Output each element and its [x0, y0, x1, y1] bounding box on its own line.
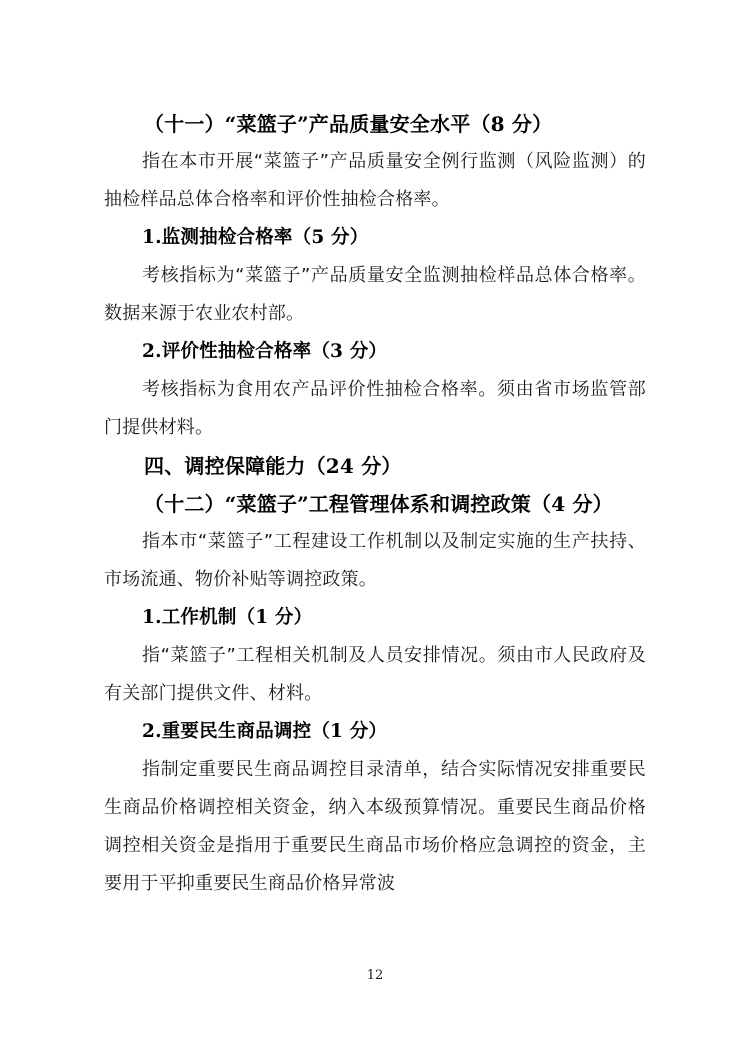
- section-subheading: 1.监测抽检合格率（5 分）: [142, 227, 369, 248]
- document-body: [104, 105, 646, 903]
- body-paragraph: 考核指标为“菜篮子”产品质量安全监测抽检样品总体合格率。数据来源于农业农村部。: [104, 265, 646, 324]
- section-heading: 四、调控保障能力（24 分）: [144, 454, 402, 478]
- section-subheading: 2.重要民生商品调控（1 分）: [142, 721, 388, 742]
- body-paragraph: 考核指标为食用农产品评价性抽检合格率。须由省市场监管部门提供材料。: [104, 379, 646, 438]
- body-paragraph: 指本市“菜篮子”工程建设工作机制以及制定实施的生产扶持、市场流通、物价补贴等调控政策。: [104, 531, 646, 590]
- section-subheading: 1.工作机制（1 分）: [142, 607, 313, 628]
- body-paragraph: 指在本市开展“菜篮子”产品质量安全例行监测（风险监测）的抽检样品总体合格率和评价性抽检合格率。: [104, 151, 646, 210]
- page-number: 12: [366, 968, 384, 983]
- section-subheading: 2.评价性抽检合格率（3 分）: [142, 341, 388, 362]
- body-paragraph: 指制定重要民生商品调控目录清单，结合实际情况安排重要民生商品价格调控相关资金，纳入本级预算情况。重要民生商品价格调控相关资金是指用于重要民生商品市场价格应急调控的资金，主要用于平抑重要民生商品价格异常波: [104, 759, 646, 894]
- section-heading: （十二）“菜篮子”工程管理体系和调控政策（4 分）: [144, 492, 613, 516]
- section-heading: （十一）“菜篮子”产品质量安全水平（8 分）: [144, 112, 553, 136]
- body-paragraph: 指“菜篮子”工程相关机制及人员安排情况。须由市人民政府及有关部门提供文件、材料。: [104, 645, 646, 704]
